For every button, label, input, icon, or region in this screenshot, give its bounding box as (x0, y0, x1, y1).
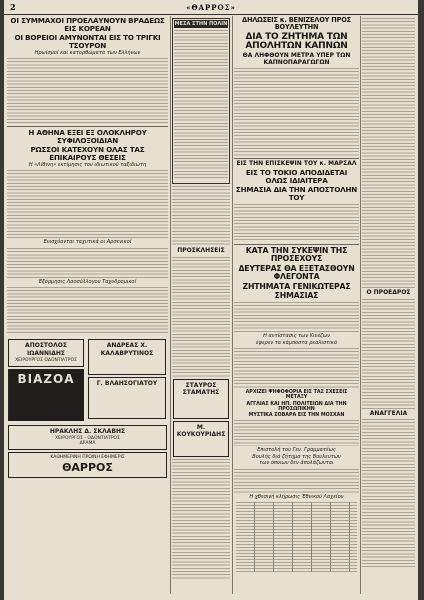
advertisement (173, 421, 229, 457)
subheadline: Ενισχύονται ταχυτικά οι Αρσενικοί (43, 239, 132, 246)
headline: ΔΙΑ ΤΟ ΖΗΤΗΜΑ ΤΩΝ ΑΠΟΛΗΤΩΝ ΚΑΠΝΩΝ (245, 31, 348, 52)
ad-title: ΑΠΟΣΤΟΛΟΣ ΙΩΑΝΝΙΔΗΣ (25, 342, 67, 358)
ad-text: ΚΑΘΗΜΕΡΙΝΗ ΠΡΩΙΝΗ ΕΦΗΜΕΡΙΣ (50, 455, 125, 461)
article-body (362, 299, 415, 409)
article-body (234, 420, 359, 446)
article-body (362, 419, 415, 569)
newspaper-page (4, 0, 418, 600)
article-body (7, 58, 168, 124)
subheadline: Βουλής διά ζήτημα της Βουλευτών (252, 453, 341, 460)
article-body (172, 186, 230, 246)
column-rule (360, 16, 361, 594)
article-body (7, 170, 168, 238)
ad-text: ΔΡΑΜΑ (79, 441, 96, 447)
subheadline: Εξόρμησις Λαοσύλλογου Ταχυδρομικοί (38, 278, 137, 285)
advertisement (8, 369, 84, 421)
section-box (172, 18, 230, 184)
article-body (7, 287, 168, 335)
headline: ΖΗΤΗΜΑΤΑ ΓΕΝΙΚΩΤΕΡΑΣ ΣΗΜΑΣΙΑΣ (242, 282, 351, 300)
headline: ΕΙΣ ΤΗΝ ΕΠΙΣΚΕΨΙΝ ΤΟΥ κ. ΜΑΡΣΑΛ (236, 160, 357, 168)
headline: ΣΗΜΑΣΙΑ ΔΙΑ ΤΗΝ ΑΠΟΣΤΟΛΗΝ ΤΟΥ (235, 184, 358, 202)
article-body (172, 257, 230, 377)
section-header: ΜΕΣΑ ΣΤΗΝ ΠΟΛΙΝ (174, 21, 228, 27)
subheadline: Επιστολή του Γεν. Γραμματέως (257, 447, 336, 454)
subheadline: Ηρωϊσμοί και κατορθώματα των Ελλήνων (34, 49, 141, 56)
headline: ΚΑΤΑ ΤΗΝ ΣΥΚΕΨΙΝ ΤΗΣ ΠΡΟΣΕΧΟΥΣ (245, 245, 348, 264)
column-rule (232, 16, 233, 594)
advertisement (173, 379, 229, 419)
headline: ΡΩΣΣΟΙ ΚΑΤΕΧΟΥΝ ΟΛΑΣ ΤΑΣ ΕΠΙΚΑΙΡΟΥΣ ΘΕΣΕΙΣ (30, 145, 145, 162)
divider (234, 244, 359, 245)
advertisement (8, 425, 167, 450)
article-body (234, 204, 359, 242)
masthead (4, 2, 418, 15)
ad-title: ΘΑΡΡΟΣ (62, 461, 113, 475)
article-body (234, 68, 359, 156)
column-rule (170, 16, 171, 594)
headline: ΑΡΧΙΖΕΙ ΨΗΦΟΦΟΡΙΑ ΕΙΣ ΤΑΣ ΣΧΕΣΕΙΣ ΜΕΤΑΞΥ (245, 390, 348, 401)
headline: ΟΙ ΒΟΡΕΙΟΙ ΑΜΥΝΟΝΤΑΙ ΕΙΣ ΤΟ ΤΡΙΓΚΙ ΤΣΟΥΡΟΝ (14, 32, 161, 50)
newspaper-title: «ΘΑΡΡΟΣ» (186, 3, 236, 12)
advertisement (88, 377, 166, 419)
section-header: ΑΝΑΓΓΕΛΙΑ (369, 409, 408, 417)
ad-title: ΒΙΑΖΟΑ (17, 371, 75, 386)
section-header: ΠΡΟΣΚΛΗΣΕΙΣ (177, 247, 225, 254)
headline: ΘΑ ΛΗΦΘΟΥΝ ΜΕΤΡΑ ΥΠΕΡ ΤΩΝ ΚΑΠΝΟΠΑΡΑΓΩΓΩΝ (242, 52, 351, 66)
headline: Η ΑΘΗΝΑ ΕΞΕΙ ΕΞ ΟΛΟΚΛΗΡΟΥ ΣΥΦΙΛΟΞΟΙΔΙΑΝ (28, 128, 147, 146)
ad-title: ΣΤΑΥΡΟΣ ΣΤΑΜΑΤΗΣ (182, 381, 220, 397)
article-body (234, 302, 359, 332)
subheadline: έφερεν τα κάμποστα ρεαλιστικά (255, 339, 338, 346)
ad-title: ΗΡΑΚΛΗΣ Δ. ΣΚΛΑΒΗΣ (49, 427, 126, 435)
page-number: 2 (10, 2, 16, 12)
column-narrow (172, 16, 230, 594)
ad-column (7, 337, 85, 422)
section-header: Ο ΠΡΟΕΔΡΟΣ (366, 289, 411, 296)
article-body (362, 18, 415, 288)
divider (234, 158, 359, 159)
article-body (174, 30, 228, 180)
ad-row (7, 337, 168, 422)
subheadline: των όποιων δεν άπολάζωνται (259, 460, 334, 467)
column-right (362, 16, 415, 594)
headline: ΟΙ ΣΥΜΜΑΧΟΙ ΠΡΟΕΛΑΥΝΟΥΝ ΒΡΑΔΕΩΣ ΕΙΣ ΚΟΡΕΑΝ (10, 16, 165, 33)
headline: ΕΙΣ ΤΟ ΤΟΚΙΟ ΑΠΟΔΙΔΕΤΑΙ ΟΛΩΣ ΙΔΙΑΙΤΕΡΑ (245, 168, 348, 185)
headline: ΑΓΓΛΙΑΣ ΚΑΙ ΗΠ. ΠΟΛΙΤΕΙΩΝ ΔΙΑ ΤΗΝ ΠΡΟΣΩΠΙΚΗΝ (246, 401, 347, 412)
article-body (7, 248, 168, 278)
subheadline: Η «Λίθινη» εκτίμησις του ιδιωτικού ταξιδιώτη (28, 161, 147, 168)
article-body (172, 459, 230, 579)
ad-text: ΧΕΙΡΟΥΡΓΟΣ - ΟΔΟΝΤΙΑΤΡΟΣ (55, 435, 120, 441)
ad-text: ΧΕΙΡΟΥΡΓΟΣ ΟΔΟΝΤΙΑΤΡΟΣ (15, 357, 77, 363)
subheadline: Η χθεσινή κλήρωσις Έθνικού Λαχείου (249, 493, 344, 500)
ad-title: ΑΝΔΡΕΑΣ Χ. ΚΑΛΑΒΡΥΤΙΝΟΣ (100, 342, 154, 358)
subheadline: Η αντίστασις των Κινέζων (263, 333, 330, 340)
ad-column (87, 337, 167, 422)
article-body (234, 348, 359, 388)
headline: ΔΗΛΩΣΕΙΣ κ. ΒΕΝΙΖΕΛΟΥ ΠΡΟΣ ΒΟΥΛΕΥΤΗΝ (242, 16, 351, 32)
column-left (7, 16, 168, 594)
divider (7, 126, 168, 127)
advertisement (88, 339, 166, 375)
article-body (234, 469, 359, 493)
headline: ΔΕΥΤΕΡΑΣ ΘΑ ΕΞΕΤΑΣΘΟΥΝ ΦΛΕΓΟΝΤΑ (238, 263, 355, 282)
lottery-results-table (236, 502, 357, 572)
headline: ΜΥΣΤΙΚΑ ΣΟΒΑΡΑ ΕΙΣ ΤΗΝ ΜΟΣΧΑΝ (248, 413, 345, 419)
ad-title: Γ. ΒΛΑΗΣΟΓΙΑΤΟΥ (96, 380, 158, 388)
ad-title: Μ. ΚΟΥΚΟΥΡΙΔΗΣ (176, 423, 226, 439)
advertisement (8, 339, 84, 366)
advertisement (8, 452, 167, 478)
column-main (234, 16, 359, 594)
